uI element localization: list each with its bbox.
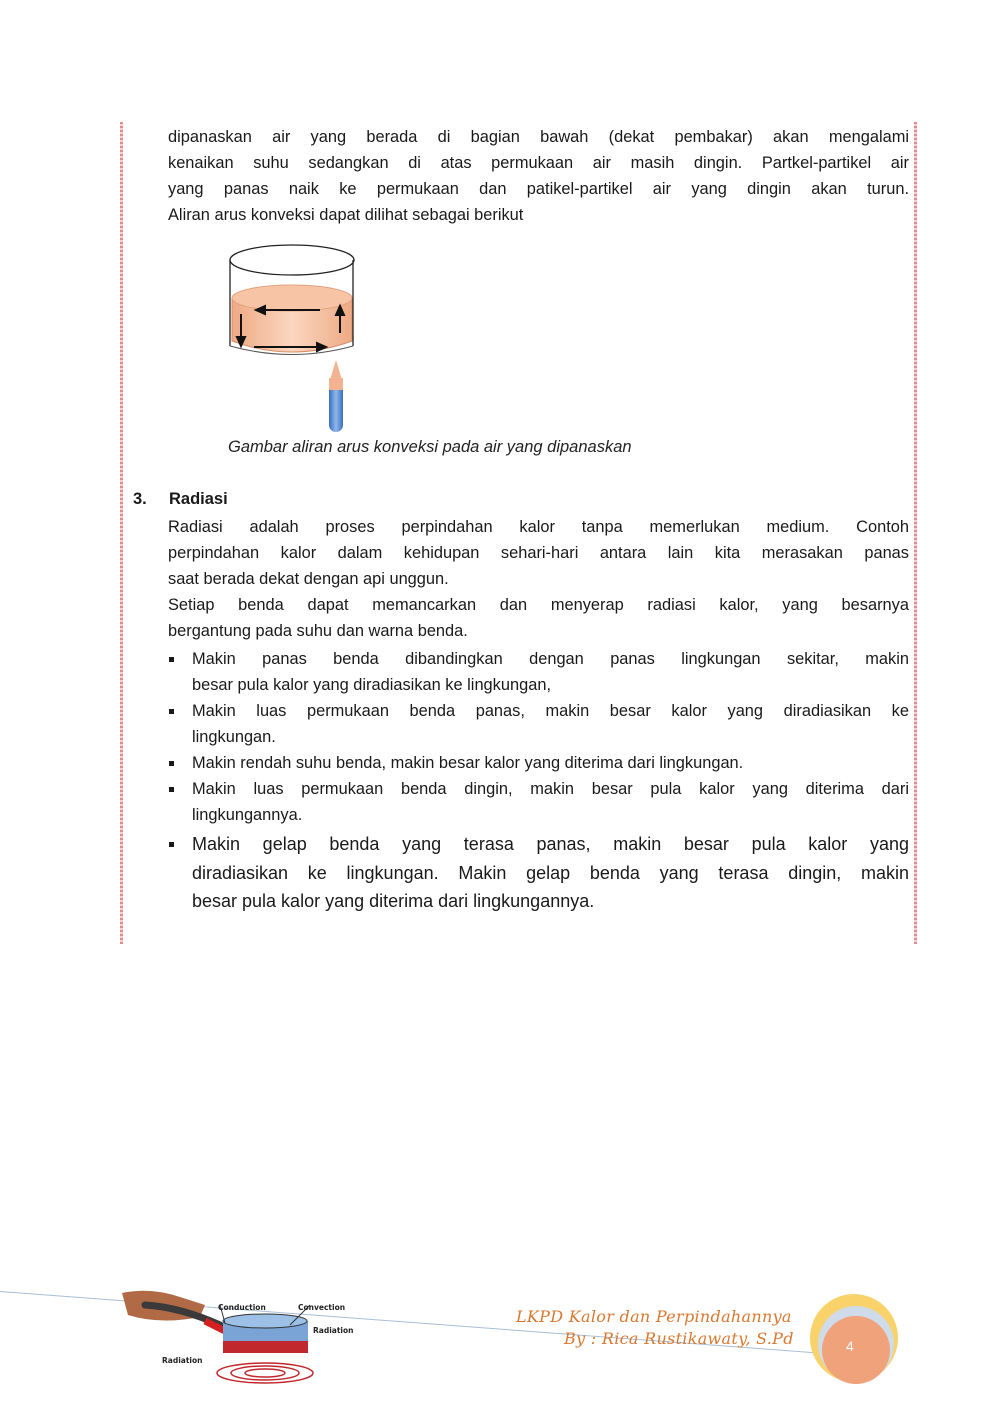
text-line: Makin rendah suhu benda, makin besar kalor yang diterima dari lingkungan. [192, 754, 744, 772]
svg-text:Convection: Convection [298, 1303, 346, 1312]
list-item [168, 698, 909, 750]
svg-text:Radiation: Radiation [162, 1356, 203, 1365]
list-item [168, 646, 909, 698]
text-line: Makin luas permukaan benda panas, makin besar kalor yang diradiasikan ke [192, 702, 909, 720]
text-line: bergantung pada suhu dan warna benda. [168, 622, 468, 640]
section-number: 3. [133, 490, 147, 508]
figure-caption: Gambar aliran arus konveksi pada air yang dipanaskan [228, 438, 632, 456]
radiation-factors-list [168, 646, 909, 916]
list-item [168, 830, 909, 916]
text-line: Radiasi adalah proses perpindahan kalor tanpa memerlukan medium. Contoh [168, 518, 909, 536]
text-line: besar pula kalor yang diradiasikan ke lingkungan, [192, 676, 552, 694]
text-line: Makin gelap benda yang terasa panas, makin besar pula kalor yang [192, 834, 909, 854]
text-line: besar pula kalor yang diterima dari lingkungannya. [192, 891, 595, 911]
list-item [168, 776, 909, 828]
page-number: 4 [846, 1338, 854, 1354]
text-line: yang panas naik ke permukaan dan patikel-partikel air yang dingin akan turun. [168, 180, 909, 198]
list-item [168, 750, 909, 776]
text-line: Makin luas permukaan benda dingin, makin besar pula kalor yang diterima dari [192, 780, 909, 798]
bullet-icon [169, 787, 174, 792]
text-line: lingkungan. [192, 728, 276, 746]
intro-paragraph [168, 124, 909, 228]
text-line: lingkungannya. [192, 806, 303, 824]
text-line: kenaikan suhu sedangkan di atas permukaan air masih dingin. Partkel-partikel air [168, 154, 909, 172]
text-line: Makin panas benda dibandingkan dengan panas lingkungan sekitar, makin [192, 650, 909, 668]
footer-title-line1: LKPD Kalor dan Perpindahannya [516, 1307, 792, 1326]
page-number-circles [808, 1294, 900, 1386]
svg-text:Conduction: Conduction [218, 1303, 266, 1312]
text-line: perpindahan kalor dalam kehidupan sehari-hari antara lain kita merasakan panas [168, 544, 909, 562]
heat-transfer-illustration [120, 1285, 365, 1385]
svg-text:Radiation: Radiation [313, 1326, 354, 1335]
footer-title [516, 1306, 794, 1350]
text-line: Aliran arus konveksi dapat dilihat sebagai berikut [168, 206, 524, 224]
bullet-icon [169, 761, 174, 766]
radiation-definition [168, 514, 909, 644]
footer-author: By : Rica Rustikawaty, S.Pd [564, 1329, 794, 1348]
section-title: Radiasi [169, 490, 228, 508]
text-line: diradiasikan ke lingkungan. Makin gelap benda yang terasa dingin, makin [192, 862, 909, 883]
convection-figure [222, 238, 362, 438]
section-heading [133, 490, 228, 509]
bullet-icon [169, 709, 174, 714]
text-line: saat berada dekat dengan api unggun. [168, 570, 449, 588]
bullet-icon [169, 657, 174, 662]
page-border-right [914, 122, 917, 944]
bullet-icon [169, 842, 174, 847]
page-border-left [120, 122, 123, 944]
text-line: dipanaskan air yang berada di bagian bawah (dekat pembakar) akan mengalami [168, 128, 909, 146]
text-line: Setiap benda dapat memancarkan dan menyerap radiasi kalor, yang besarnya [168, 596, 909, 614]
